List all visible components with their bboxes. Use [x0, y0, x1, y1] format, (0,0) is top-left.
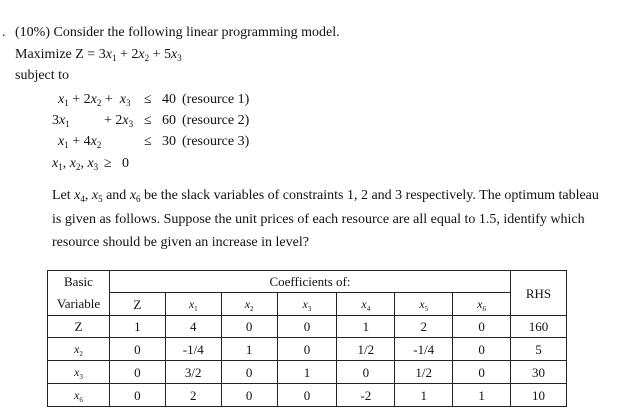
- cell: -1/4: [165, 338, 221, 361]
- cell: 2: [165, 384, 221, 407]
- cell: 1: [395, 384, 453, 407]
- cell-rhs: 10: [511, 384, 567, 407]
- cell-rhs: 5: [511, 338, 567, 361]
- nonneg-rhs: 0: [122, 156, 129, 171]
- cell: 0: [453, 361, 511, 384]
- row-basic: Z: [48, 316, 110, 338]
- cell: -1/4: [395, 338, 453, 361]
- objective-function: Maximize $Z = 3x_1 + 2x_2 + 5x_3$: [15, 47, 182, 63]
- header-coefficients: Coefficients of:: [109, 271, 510, 293]
- cell: 4: [165, 316, 221, 338]
- cell: 0: [277, 384, 337, 407]
- cell: 3/2: [165, 361, 221, 384]
- cell: 0: [109, 338, 165, 361]
- cell: 1: [221, 338, 277, 361]
- col-header-x6: $x_6$: [453, 293, 511, 316]
- cell: 0: [221, 316, 277, 338]
- nonnegativity: $x_1$, $x_2$, $x_3$ ≥ 0: [52, 156, 129, 172]
- cell: 0: [109, 384, 165, 407]
- nonneg-rel: ≥: [104, 156, 112, 171]
- cell: 0: [221, 361, 277, 384]
- cell: 1: [109, 316, 165, 338]
- constraint-3-rel: ≤: [144, 134, 152, 149]
- question-paragraph: [52, 184, 632, 255]
- constraint-3: $x_1 + 4x_2$ ≤ 30 (resource 3): [58, 134, 250, 150]
- row-basic: $x_3$: [48, 361, 110, 384]
- constraint-2-rhs: 60: [162, 113, 176, 128]
- cell: 2: [395, 316, 453, 338]
- cell: -2: [337, 384, 395, 407]
- paragraph-line-2: is given as follows. Suppose the unit prices of each resource are all equal to 1.5, identify which: [52, 211, 585, 227]
- col-header-z: Z: [109, 293, 165, 316]
- header-basic-1: Basic: [48, 271, 110, 293]
- col-header-x1: $x_1$: [165, 293, 221, 316]
- cell-rhs: 30: [511, 361, 567, 384]
- cell: 0: [453, 338, 511, 361]
- col-header-x2: $x_2$: [221, 293, 277, 316]
- constraint-1-rel: ≤: [144, 92, 152, 107]
- cell: 1/2: [337, 338, 395, 361]
- col-header-x3: $x_3$: [277, 293, 337, 316]
- constraint-3-rhs: 30: [162, 134, 176, 149]
- cell: 1: [277, 361, 337, 384]
- optimum-tableau: [47, 270, 567, 407]
- cell: 0: [109, 361, 165, 384]
- constraint-1-note: (resource 1): [182, 92, 250, 107]
- row-basic: $x_6$: [48, 384, 110, 407]
- col-header-x4: $x_4$: [337, 293, 395, 316]
- paragraph-line-3: resource should be given an increase in level?: [52, 235, 309, 250]
- constraint-1: $x_1 + 2x_2 + x_3$ ≤ 40 (resource 1): [58, 92, 250, 108]
- question-intro: (10%) Consider the following linear programming model.: [15, 25, 340, 40]
- header-rhs: RHS: [511, 271, 567, 316]
- cell: 0: [221, 384, 277, 407]
- cell: 1: [337, 316, 395, 338]
- header-basic-2: Variable: [48, 293, 110, 316]
- paragraph-line-1: Let $x_4$, $x_5$ and $x_6$ be the slack variables of constraints 1, 2 and 3 respectively. The optimum tableau: [52, 188, 599, 204]
- table-row: [48, 338, 567, 361]
- table-row: [48, 316, 567, 338]
- subject-to-label: subject to: [15, 68, 70, 83]
- question-number: .: [2, 25, 6, 40]
- cell-rhs: 160: [511, 316, 567, 338]
- row-basic: $x_2$: [48, 338, 110, 361]
- cell: 0: [453, 316, 511, 338]
- table-row: [48, 361, 567, 384]
- cell: 0: [277, 338, 337, 361]
- col-header-x5: $x_5$: [395, 293, 453, 316]
- constraint-2-note: (resource 2): [182, 113, 250, 128]
- cell: 0: [277, 316, 337, 338]
- constraint-3-note: (resource 3): [182, 134, 250, 149]
- cell: 1: [453, 384, 511, 407]
- constraint-2: $3x_1$ + $2x_3$ ≤ 60 (resource 2): [52, 113, 250, 129]
- table-row: [48, 384, 567, 407]
- cell: 0: [337, 361, 395, 384]
- constraint-1-rhs: 40: [162, 92, 176, 107]
- cell: 1/2: [395, 361, 453, 384]
- constraint-2-rel: ≤: [144, 113, 152, 128]
